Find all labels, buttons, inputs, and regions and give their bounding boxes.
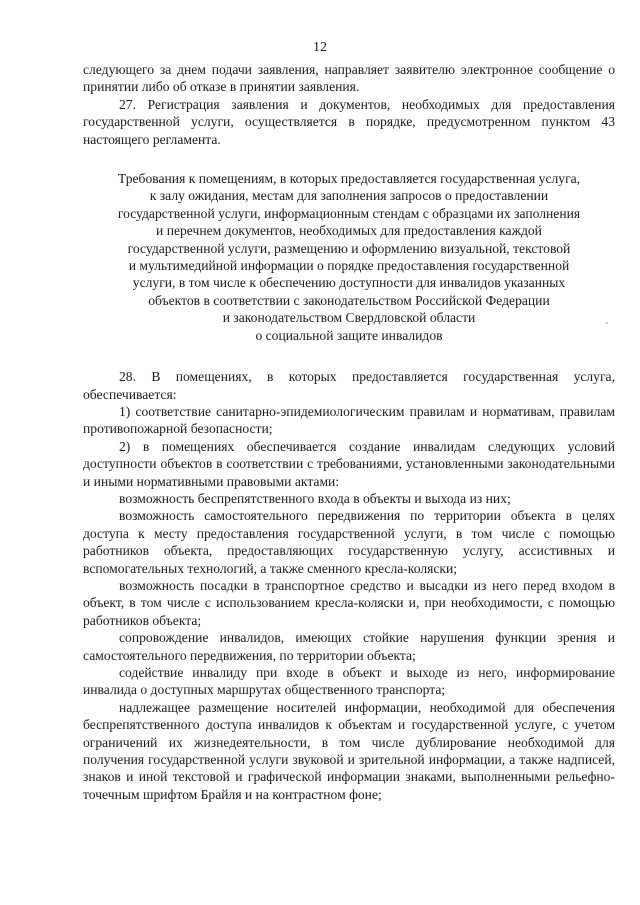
heading-line: услуги, в том числе к обеспечению доступности для инвалидов указанных: [132, 275, 566, 291]
heading-line: к залу ожидания, местам для заполнения запросов о предоставлении: [149, 188, 549, 204]
page-number: 12: [313, 40, 327, 55]
sub-item-assistance: содействие инвалиду при входе в объект и выходе из него, информирование инвалида о доступных маршрутах общественного транспорта;: [83, 665, 615, 698]
heading-line: о социальной защите инвалидов: [255, 327, 443, 343]
heading-line: объектов в соответствии с законодательством Российской Федерации: [148, 292, 550, 308]
section-heading: [83, 170, 615, 344]
heading-line: и законодательством Свердловской области: [222, 310, 476, 326]
heading-line: Требования к помещениям, в которых предоставляется государственная услуга,: [117, 171, 581, 187]
heading-line: и перечнем документов, необходимых для предоставления каждой: [156, 223, 542, 239]
sub-item-movement: возможность самостоятельного передвижения по территории объекта в целях доступа к месту предоставления государственной услуги, в том числе с помощью работников объекта, предоставляющих государственную услугу, ассистивных и вспомогательных технологий, а также сменного кресла-коляски;: [83, 508, 615, 576]
sub-item-transport: возможность посадки в транспортное средство и высадки из него перед входом в объект, в том числе с использованием кресла-коляски и, при необходимости, с помощью работников объекта;: [83, 577, 615, 628]
sub-item-entrance-exit: возможность беспрепятственного входа в объекты и выхода из них;: [119, 490, 511, 506]
list-item-2: 2) в помещениях обеспечивается создание инвалидам следующих условий доступности объектов в соответствии с требованиями, установленными законодательными и иными нормативными правовыми актами:: [83, 438, 615, 489]
page-content: [83, 61, 615, 803]
sub-item-information: надлежащее размещение носителей информации, необходимой для обеспечения беспрепятственного доступа инвалидов к объектам и государственной услуге, с учетом ограничений их жизнедеятельности, в том числе дублирование необходимой для получения государственной услуги звуковой и зрительной информации, а также надписей, знаков и иной текстовой и графической информации знаками, выполненными рельефно-точечным шрифтом Брайля и на контрастном фоне;: [83, 699, 615, 802]
heading-line: и мультимедийной информации о порядке предоставления государственной: [128, 258, 570, 274]
scan-speck: [606, 322, 608, 324]
paragraph-28: 28. В помещениях, в которых предоставляется государственная услуга, обеспечивается:: [83, 369, 615, 402]
heading-line: государственной услуги, информационным стендам с образцами их заполнения: [117, 205, 581, 221]
sub-item-escort: сопровождение инвалидов, имеющих стойкие нарушения функции зрения и самостоятельного передвижения, по территории объекта;: [83, 630, 615, 663]
list-item-1: 1) соответствие санитарно-эпидемиологическим правилам и нормативам, правилам противопожарной безопасности;: [83, 403, 615, 437]
heading-line: государственной услуги, размещению и оформлению визуальной, текстовой: [127, 240, 571, 256]
paragraph-27: 27. Регистрация заявления и документов, необходимых для предоставления государственной услуги, осуществляется в порядке, предусмотренном пунктом 43 настоящего регламента.: [83, 96, 615, 147]
paragraph-continuation: следующего за днем подачи заявления, направляет заявителю электронное сообщение о принятии либо об отказе в принятии заявления.: [83, 62, 615, 95]
